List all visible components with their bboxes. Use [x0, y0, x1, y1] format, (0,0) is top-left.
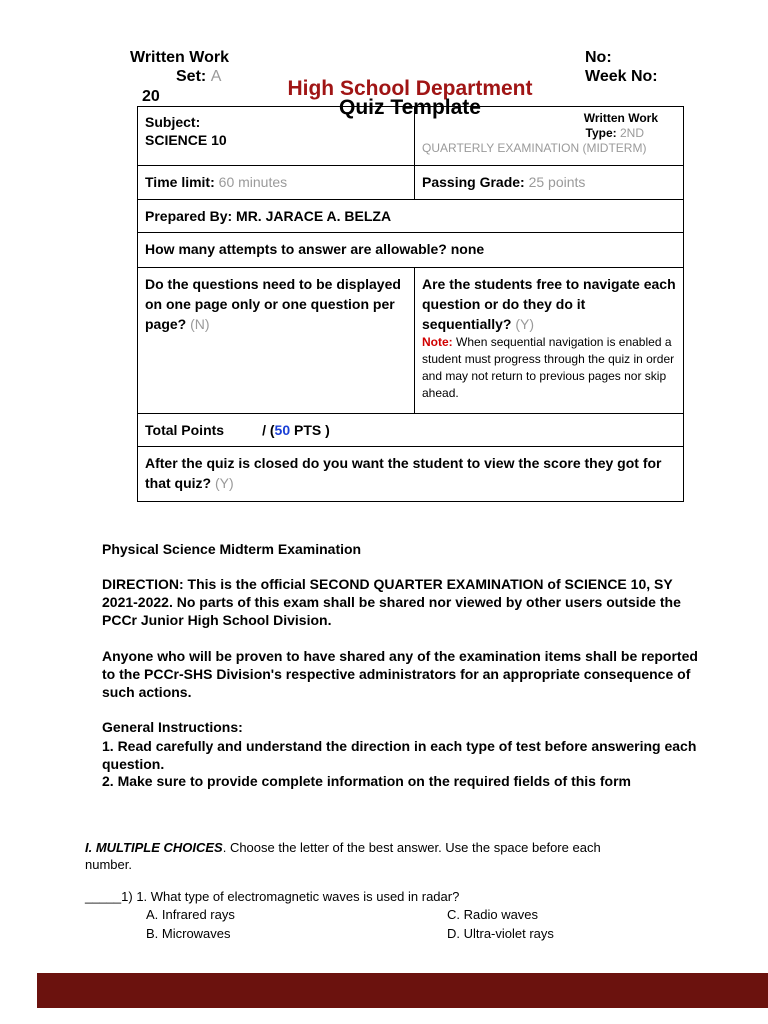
navigation-question: Are the students free to navigate each question or do they do it sequentially? [422, 276, 676, 332]
option-b: B. Microwaves [146, 926, 231, 941]
quiz-template-title: Quiz Template [339, 96, 481, 119]
type-label: Type: [585, 126, 617, 140]
total-points-label: Total Points [145, 422, 225, 438]
set-value: A [210, 68, 222, 85]
general-instruction-2: 2. Make sure to provide complete information on the required fields of this form [102, 773, 631, 789]
question-1 [85, 888, 459, 905]
total-points-cell [138, 414, 684, 447]
time-limit-cell [138, 166, 415, 200]
passing-grade-label: Passing Grade: [422, 174, 525, 190]
view-score-cell [138, 447, 684, 502]
ww-type-label [422, 111, 676, 126]
set-label: Set: [176, 68, 207, 85]
note-label: Note: [422, 335, 453, 349]
option-a: A. Infrared rays [146, 907, 235, 922]
navigation-question-cell [415, 268, 684, 414]
view-score-question: After the quiz is closed do you want the student to view the score they got for that quiz? [145, 455, 662, 491]
general-instruction-1: 1. Read carefully and understand the direction in each type of test before answering each question. [102, 738, 697, 772]
number-20: 20 [142, 88, 160, 105]
quiz-info-table [137, 106, 684, 502]
navigation-answer: (Y) [515, 316, 535, 332]
footer-bar [37, 973, 768, 1008]
prepared-by-cell: Prepared By: MR. JARACE A. BELZA [138, 200, 684, 233]
question-1-text: 1) 1. What type of electromagnetic waves is used in radar? [121, 889, 460, 904]
answer-blank: _____ [85, 889, 122, 904]
total-points-suffix: PTS ) [294, 422, 330, 438]
type-value: 2ND [619, 126, 644, 140]
time-limit-label: Time limit: [145, 174, 215, 190]
option-c: C. Radio waves [447, 907, 539, 922]
subject-cell [138, 107, 415, 166]
total-points-value: 50 [274, 422, 291, 438]
exam-title: Physical Science Midterm Examination [102, 541, 362, 557]
passing-grade-value: 25 points [528, 174, 586, 190]
direction-paragraph: DIRECTION: This is the official SECOND QUARTER EXAMINATION of SCIENCE 10, SY 2021-2022. No parts of this exam shall be shared nor viewed by other users outside the PCCr Junior High School Division. [102, 576, 681, 628]
general-instructions-title: General Instructions: [102, 719, 243, 735]
subject-label: Subject: [145, 114, 201, 130]
type-line [422, 126, 676, 141]
display-answer: (N) [190, 316, 210, 332]
display-question: Do the questions need to be displayed on one page only or one question per page? [145, 276, 401, 332]
navigation-note [422, 334, 676, 402]
display-question-cell [138, 268, 415, 414]
option-d: D. Ultra-violet rays [447, 926, 554, 941]
warning-paragraph: Anyone who will be proven to have shared any of the examination items shall be reported to the PCCr-SHS Division's respective administrators for an appropriate consequence of such actions. [102, 648, 698, 700]
time-limit-value: 60 minutes [218, 174, 288, 190]
written-work-label: Written Work [130, 49, 229, 66]
section-heading: I. MULTIPLE CHOICES [85, 840, 223, 855]
department-title: High School Department [287, 77, 533, 100]
section-instruction-text: . Choose the letter of the best answer. Use the space before each number. [85, 840, 601, 872]
written-work-type-label: Written Work [583, 111, 658, 125]
total-points-prefix: / ( [262, 422, 275, 438]
type-description: QUARTERLY EXAMINATION (MIDTERM) [422, 141, 647, 155]
passing-grade-cell [415, 166, 684, 200]
week-no-label: Week No: [585, 68, 658, 85]
type-cell [415, 107, 684, 166]
attempts-cell: How many attempts to answer are allowable? none [138, 233, 684, 268]
note-text: When sequential navigation is enabled a student must progress through the quiz in order and may not return to previous pages nor skip ahead. [422, 335, 675, 400]
section-instruction [85, 839, 645, 873]
subject-value: SCIENCE 10 [145, 132, 227, 148]
view-score-answer: (Y) [215, 475, 234, 491]
no-label: No: [585, 49, 612, 66]
